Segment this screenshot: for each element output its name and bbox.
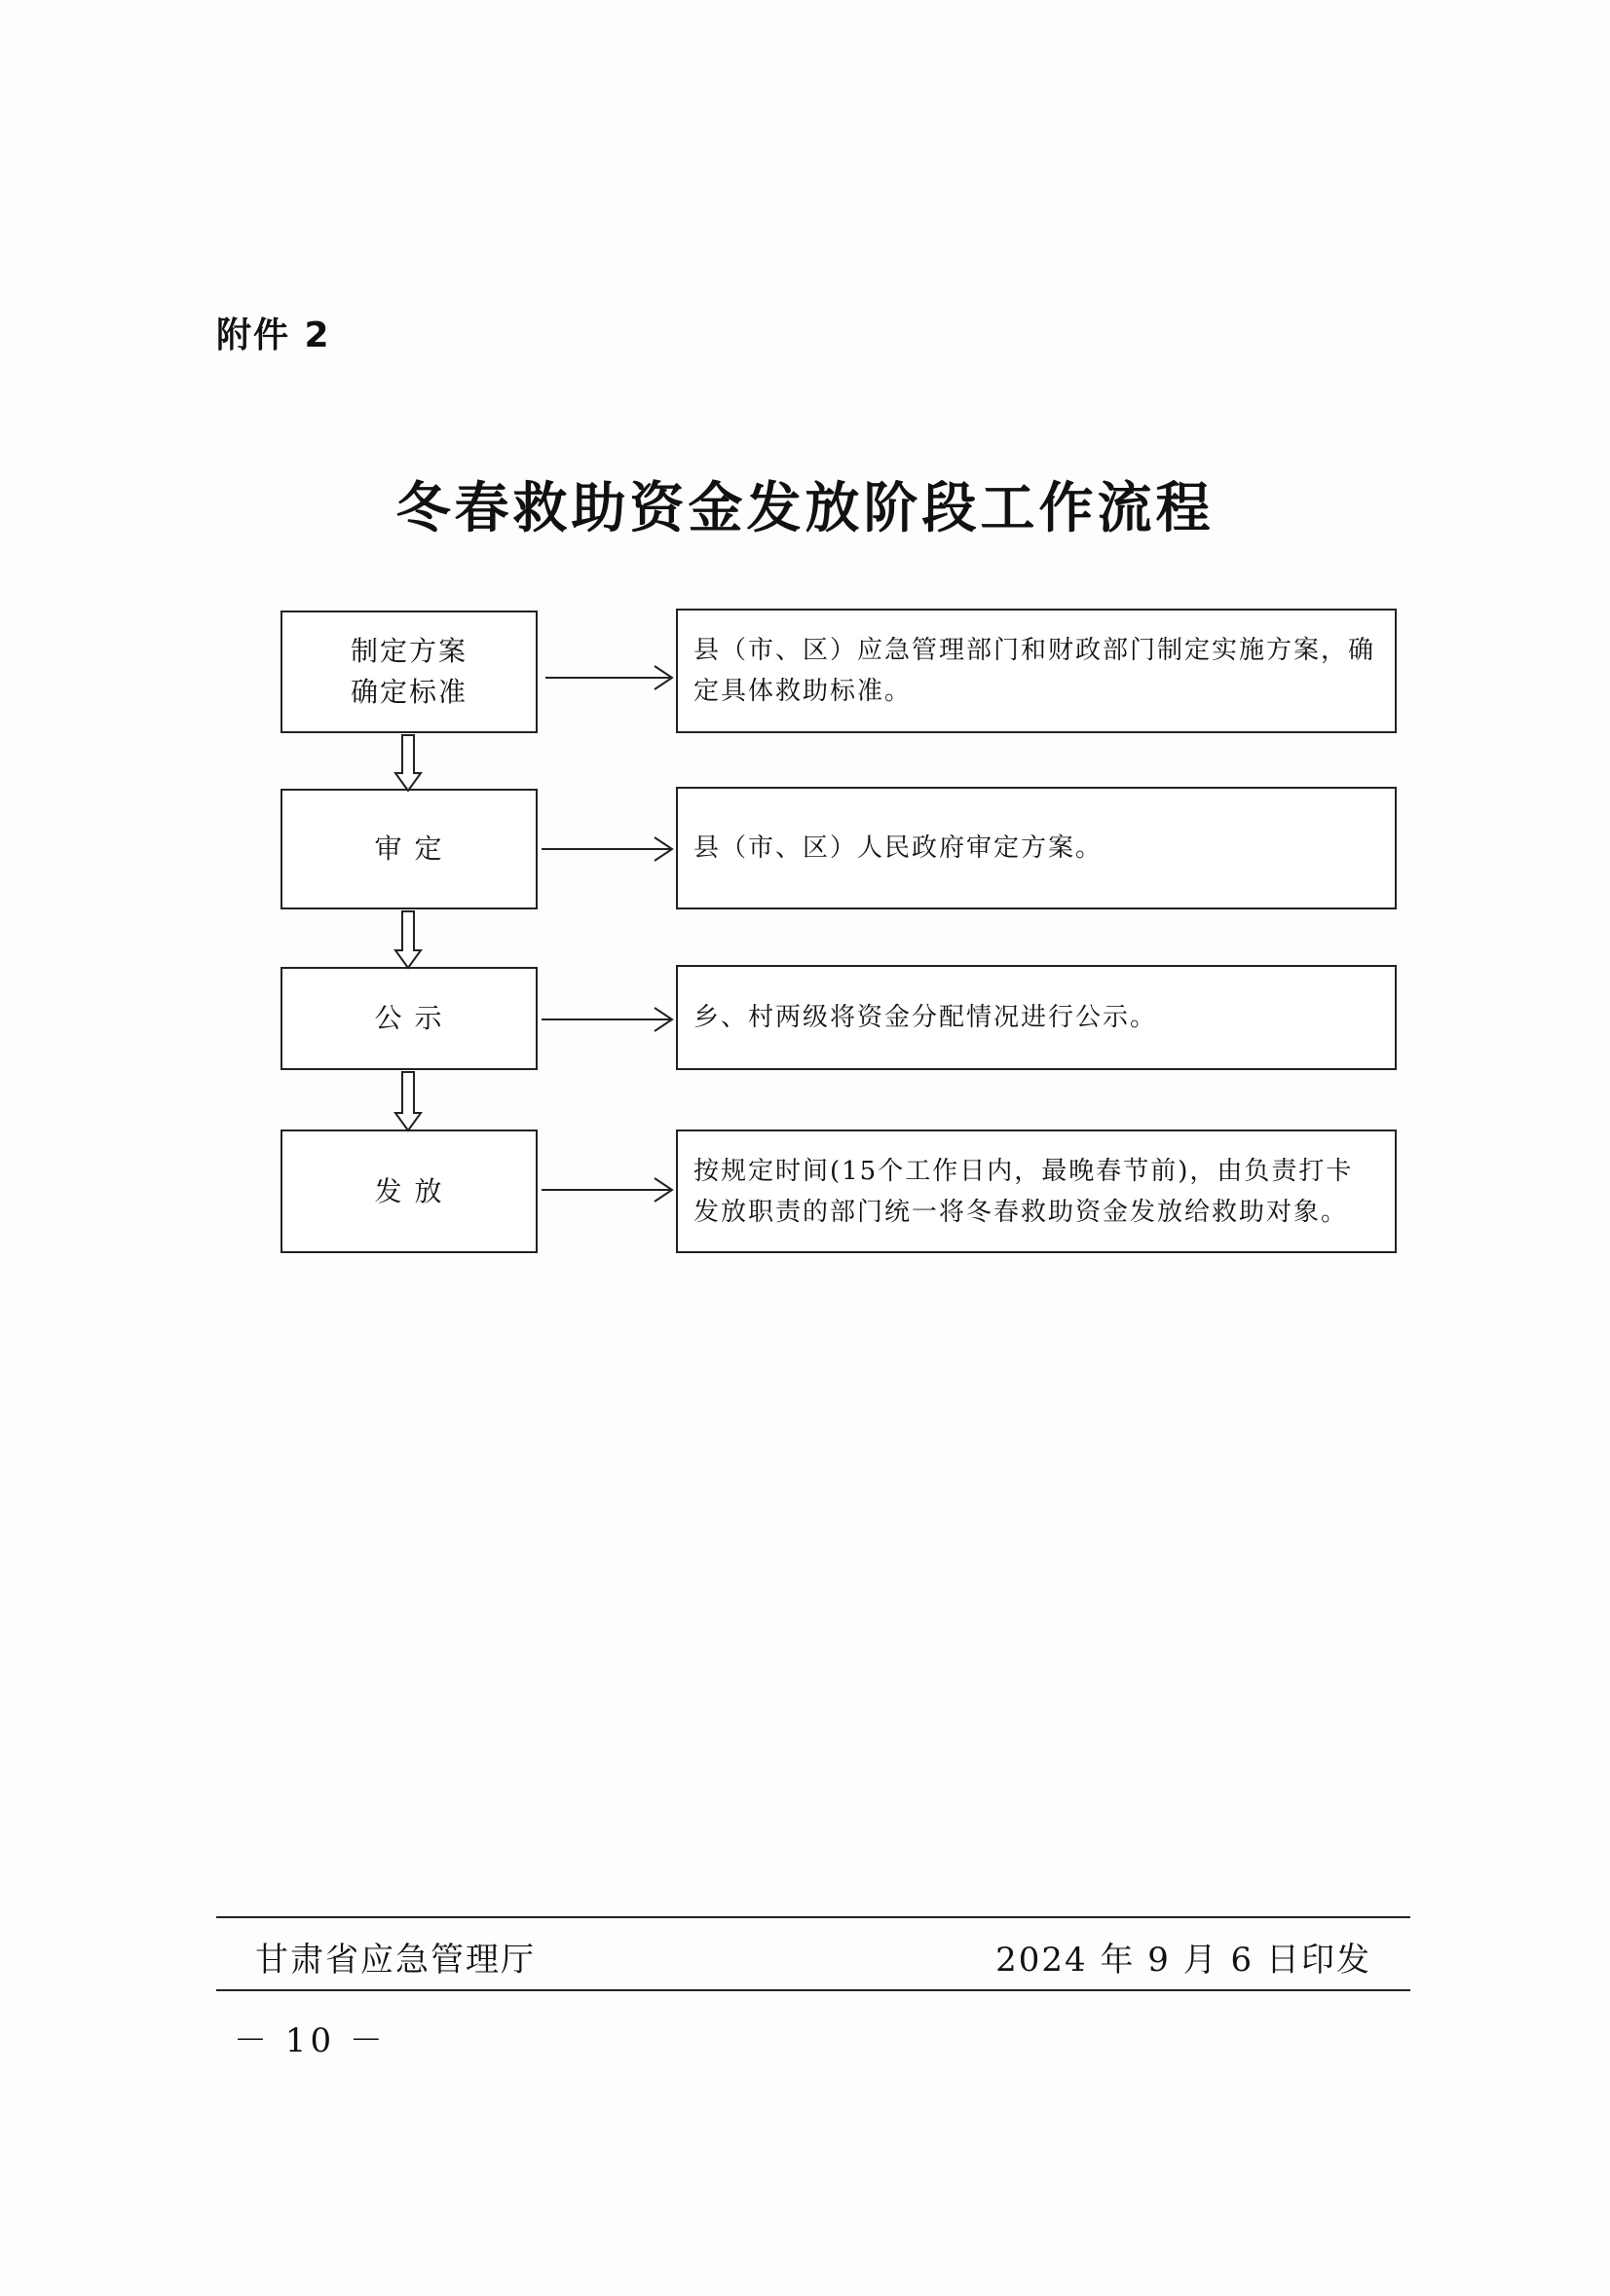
attachment-label: 附件 2 (216, 315, 331, 355)
document-title: 冬春救助资金发放阶段工作流程 (395, 476, 1215, 540)
step-description-plan: 县（市、区）应急管理部门和财政部门制定实施方案，确定具体救助标准。 (676, 609, 1397, 733)
right-arrow-icon (545, 666, 672, 689)
down-arrow-icon (395, 735, 421, 791)
right-arrow-icon (542, 837, 672, 861)
step-box-publicize: 公 示 (281, 967, 538, 1070)
right-arrow-icon (542, 1008, 672, 1031)
step-box-review: 审 定 (281, 789, 538, 909)
footer-top-rule (216, 1916, 1410, 1918)
step-box-disburse: 发 放 (281, 1129, 538, 1253)
issuing-authority: 甘肃省应急管理厅 (255, 1941, 536, 1980)
step-description-disburse: 按规定时间(15个工作日内，最晚春节前)，由负责打卡发放职责的部门统一将冬春救助资金发放给救助对象。 (676, 1129, 1397, 1253)
right-arrow-icon (542, 1178, 672, 1202)
step-description-review: 县（市、区）人民政府审定方案。 (676, 787, 1397, 909)
issue-date: 2024 年 9 月 6 日印发 (995, 1941, 1371, 1980)
step-description-publicize: 乡、村两级将资金分配情况进行公示。 (676, 965, 1397, 1070)
down-arrow-icon (395, 1072, 421, 1130)
step-box-plan: 制定方案 确定标准 (281, 611, 538, 733)
page-number: － 10 － (234, 2021, 387, 2060)
down-arrow-icon (395, 911, 421, 968)
footer-bottom-rule (216, 1989, 1410, 1991)
